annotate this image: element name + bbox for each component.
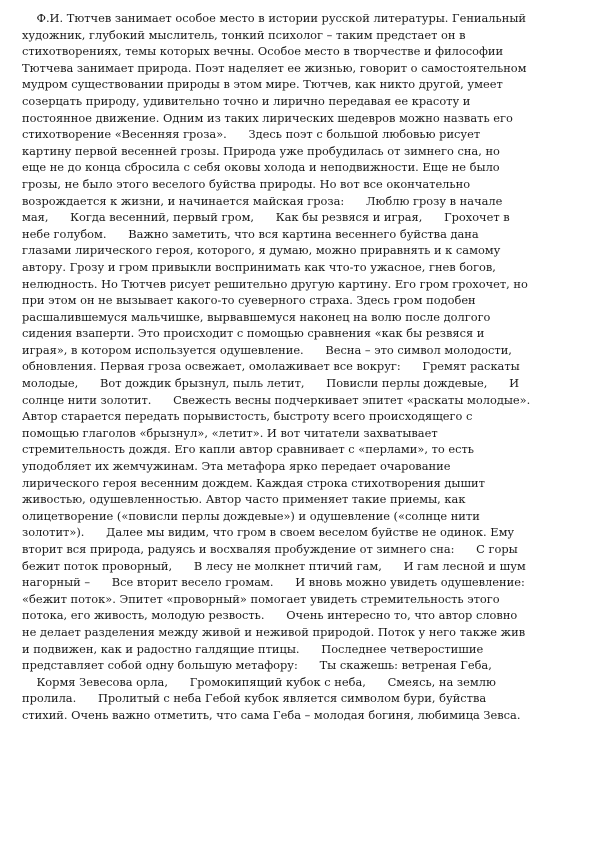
- essay-line: стихий. Очень важно отметить, что сама Геба – молодая богиня, любимица Зевса.: [22, 707, 521, 722]
- essay-line: солнце нити золотит. Свежесть весны подчеркивает эпитет «раскаты молодые».: [22, 392, 531, 407]
- essay-line: стихотворение «Весенняя гроза». Здесь поэт с большой любовью рисует: [22, 127, 481, 142]
- essay-text: [22, 10, 577, 724]
- essay-line: постоянное движение. Одним из таких лирических шедевров можно назвать его: [22, 110, 513, 125]
- essay-line: представляет собой одну большую метафору: Ты скажешь: ветреная Геба,: [22, 658, 492, 673]
- essay-line: сидения взаперти. Это происходит с помощью сравнения «как бы резвяся и: [22, 326, 485, 341]
- essay-line: уподобляет их жемчужинам. Эта метафора ярко передает очарование: [22, 459, 451, 474]
- essay-line: молодые, Вот дождик брызнул, пыль летит, Повисли перлы дождевые, И: [22, 376, 520, 391]
- essay-line: пролила. Пролитый с неба Гебой кубок является символом бури, буйства: [22, 691, 487, 706]
- essay-line: автору. Грозу и гром привыкли воспринимать как что-то ужасное, гнев богов,: [22, 259, 496, 274]
- essay-line: мудром существовании природы в этом мире. Тютчев, как никто другой, умеет: [22, 77, 503, 92]
- essay-line: вторит вся природа, радуясь и восхваляя пробуждение от зимнего сна: С горы: [22, 542, 518, 556]
- essay-line: Тютчева занимает природа. Поэт наделяет ее жизнью, говорит о самостоятельном: [22, 60, 527, 75]
- essay-line: играя», в котором используется одушевление. Весна – это символ молодости,: [22, 342, 512, 357]
- essay-line: грозы, не было этого веселого буйства природы. Но вот все окончательно: [22, 176, 471, 191]
- essay-line: не делает разделения между живой и неживой природой. Поток у него также жив: [22, 624, 526, 639]
- essay-line: потока, его живость, молодую резвость. Очень интересно то, что автор словно: [22, 608, 518, 623]
- essay-line: и подвижен, как и радостно галдящие птицы. Последнее четверостишие: [22, 641, 484, 656]
- essay-line: золотит»). Далее мы видим, что гром в своем веселом буйстве не одинок. Ему: [22, 525, 515, 540]
- essay-line: бежит поток проворный, В лесу не молкнет птичий гам, И гам лесной и шум: [22, 558, 526, 573]
- essay-line: обновления. Первая гроза освежает, омолаживает все вокруг: Гремят раскаты: [22, 359, 520, 374]
- essay-line: созерцать природу, удивительно точно и лирично передавая ее красоту и: [22, 93, 471, 108]
- essay-line: небе голубом. Важно заметить, что вся картина весеннего буйства дана: [22, 226, 479, 241]
- essay-line: Кормя Зевесова орла, Громокипящий кубок с неба, Смеясь, на землю: [22, 674, 496, 689]
- essay-line: нелюдность. Но Тютчев рисует решительно другую картину. Его гром грохочет, но: [22, 276, 528, 291]
- essay-line: глазами лирического героя, которого, я думаю, можно приравнять и к самому: [22, 243, 501, 258]
- essay-line: нагорный – Все вторит весело громам. И вновь можно увидеть одушевление:: [22, 575, 525, 590]
- essay-line: «бежит поток». Эпитет «проворный» помогает увидеть стремительность этого: [22, 591, 500, 606]
- essay-line: помощью глаголов «брызнул», «летит». И вот читатели захватывает: [22, 425, 438, 440]
- essay-line: возрождается к жизни, и начинается майская гроза: Люблю грозу в начале: [22, 193, 503, 208]
- essay-line: олицетворение («повисли перлы дождевые») и одушевление («солнце нити: [22, 508, 480, 523]
- essay-line: Автор старается передать порывистость, быстроту всего происходящего с: [22, 409, 473, 424]
- essay-line: Ф.И. Тютчев занимает особое место в истории русской литературы. Гениальный: [22, 11, 526, 25]
- essay-line: лирического героя весенним дождем. Каждая строка стихотворения дышит: [22, 475, 485, 490]
- essay-line: стихотворениях, темы которых вечны. Особое место в творчестве и философии: [22, 44, 504, 59]
- essay-line: живостью, одушевленностью. Автор часто применяет такие приемы, как: [22, 492, 466, 507]
- essay-line: еще не до конца сбросила с себя оковы холода и неподвижности. Еще не было: [22, 160, 500, 175]
- essay-line: картину первой весенней грозы. Природа уже пробудилась от зимнего сна, но: [22, 143, 500, 158]
- essay-line: художник, глубокий мыслитель, тонкий психолог – таким предстает он в: [22, 27, 466, 42]
- essay-line: при этом он не вызывает какого-то суеверного страха. Здесь гром подобен: [22, 293, 476, 308]
- essay-line: мая, Когда весенний, первый гром, Как бы резвяся и играя, Грохочет в: [22, 210, 510, 225]
- essay-line: стремительность дождя. Его капли автор сравнивает с «перлами», то есть: [22, 442, 474, 457]
- essay-line: расшалившемуся мальчишке, вырвавшемуся наконец на волю после долгого: [22, 309, 491, 324]
